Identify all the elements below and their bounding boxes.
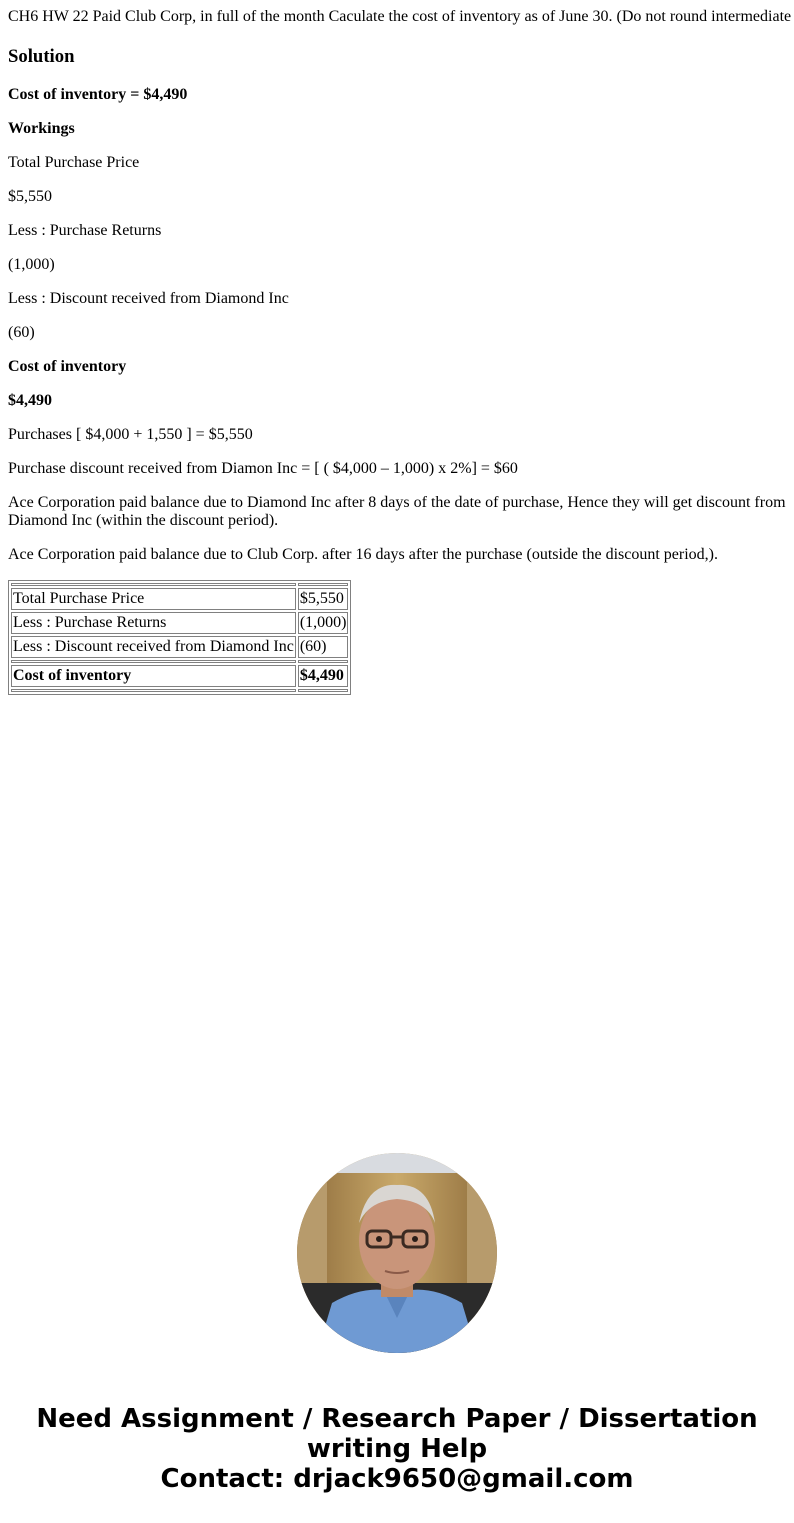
workings-line: Cost of inventory <box>8 358 127 375</box>
question-text: CH6 HW 22 Paid Club Corp, in full of the month Caculate the cost of inventory as of June 30. (Do not round intermediate <box>8 8 792 25</box>
document-body <box>8 0 794 695</box>
table-separator <box>11 583 348 586</box>
person-portrait-icon <box>297 1153 497 1353</box>
table-separator <box>11 689 348 692</box>
table-row <box>11 636 348 658</box>
note-club-payment: Ace Corporation paid balance due to Club Corp. after 16 days after the purchase (outside the discount period,). <box>8 546 718 563</box>
workings-line: (1,000) <box>8 256 55 273</box>
workings-line: Less : Purchase Returns <box>8 222 162 239</box>
table-separator <box>11 660 348 663</box>
promo-line: writing Help <box>306 1434 488 1464</box>
table-cell-label: Less : Discount received from Diamond Inc <box>11 636 296 658</box>
workings-line: $5,550 <box>8 188 52 205</box>
note-purchases: Purchases [ $4,000 + 1,550 ] = $5,550 <box>8 426 253 443</box>
workings-line: (60) <box>8 324 35 341</box>
promo-line: Need Assignment / Research Paper / Dissertation <box>36 1404 758 1434</box>
note-discount: Purchase discount received from Diamon Inc = [ ( $4,000 – 1,000) x 2%] = $60 <box>8 460 518 477</box>
author-avatar <box>297 1153 497 1353</box>
table-cell-label: Less : Purchase Returns <box>11 612 296 634</box>
table-total-value: $4,490 <box>298 665 349 687</box>
answer-line: Cost of inventory = $4,490 <box>8 86 188 103</box>
solution-heading: Solution <box>8 46 75 67</box>
table-row <box>11 588 348 610</box>
promo-contact: Contact: drjack9650@gmail.com <box>160 1464 634 1494</box>
table-cell-value: (1,000) <box>298 612 349 634</box>
inventory-cost-table <box>8 580 351 695</box>
workings-line: Total Purchase Price <box>8 154 140 171</box>
table-total-label: Cost of inventory <box>11 665 296 687</box>
workings-label: Workings <box>8 120 75 137</box>
workings-line: Less : Discount received from Diamond Inc <box>8 290 289 307</box>
table-total-row <box>11 665 348 687</box>
table-cell-value: $5,550 <box>298 588 349 610</box>
note-diamond-payment: Ace Corporation paid balance due to Diamond Inc after 8 days of the date of purchase, Hence they will get discount from Diamond Inc (within the discount period). <box>8 494 786 529</box>
promo-banner <box>0 1404 794 1494</box>
table-cell-value: (60) <box>298 636 349 658</box>
table-cell-label: Total Purchase Price <box>11 588 296 610</box>
workings-line: $4,490 <box>8 392 52 409</box>
table-row <box>11 612 348 634</box>
